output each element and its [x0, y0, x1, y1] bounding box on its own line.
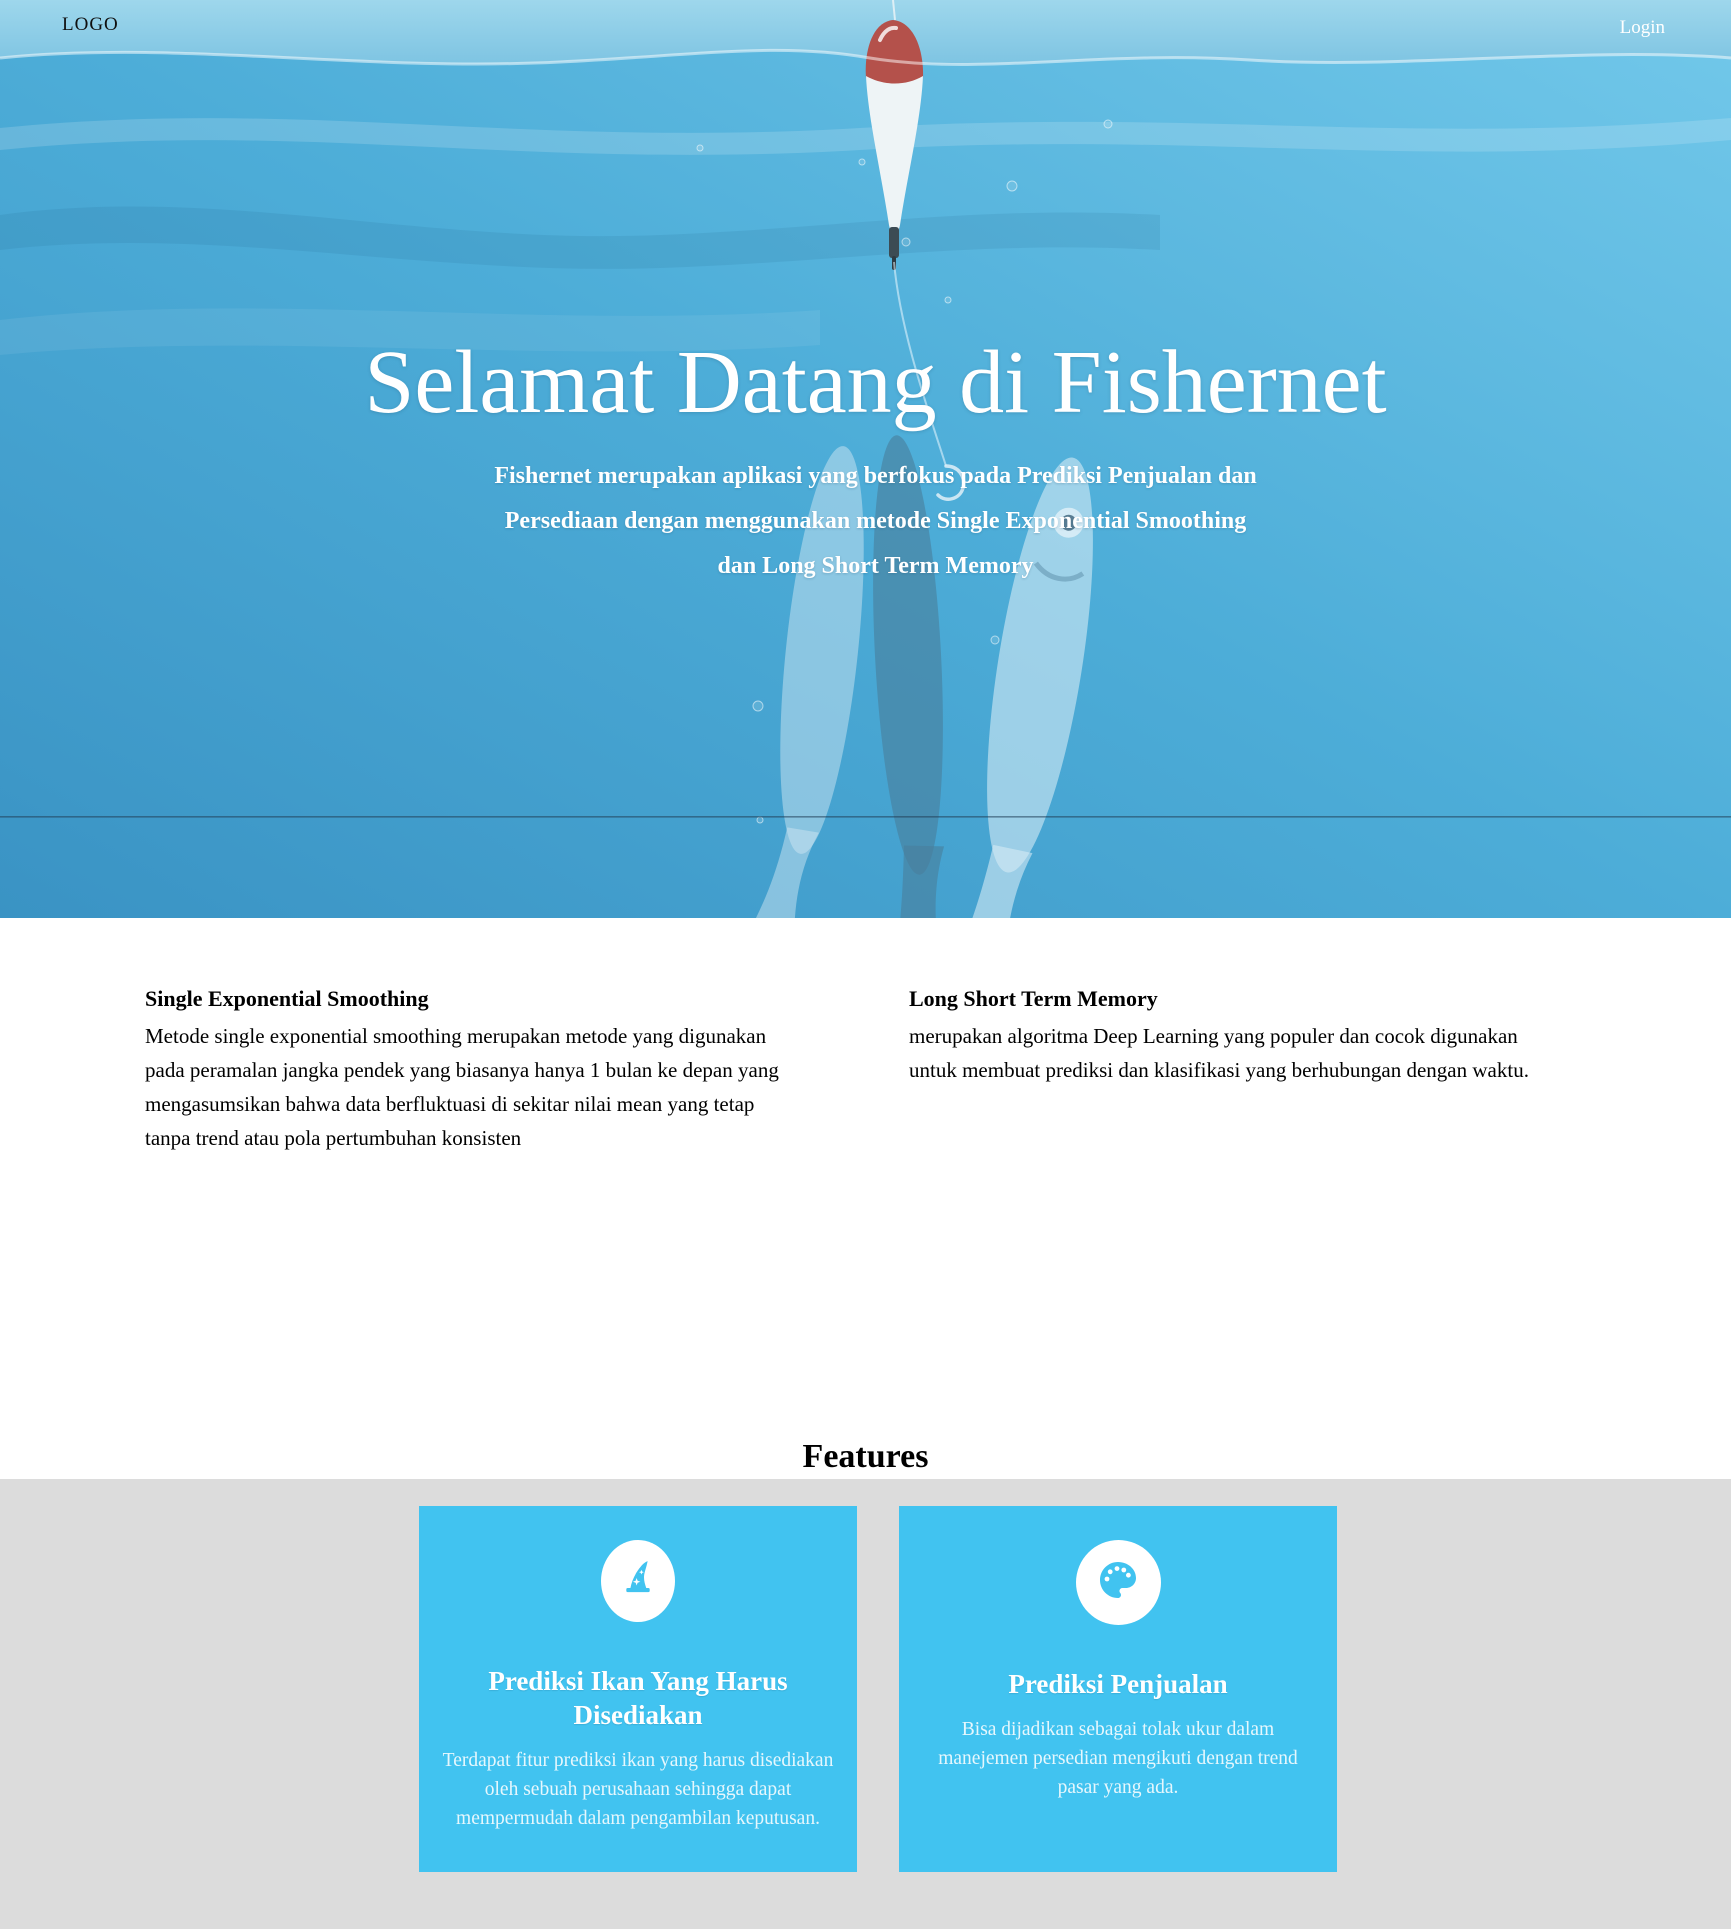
- hero-subtitle-line: Fishernet merupakan aplikasi yang berfokus pada Prediksi Penjualan dan: [494, 463, 1257, 490]
- feature-card-body: Terdapat fitur prediksi ikan yang harus disediakan oleh sebuah perusahaan sehingga dapat mempermudah dalam pengambilan keputusan.: [442, 1750, 834, 1829]
- methods-section: [0, 918, 1731, 1479]
- hero-subtitle: [10, 454, 1731, 589]
- feature-card-prediksi-ikan: [419, 1506, 857, 1872]
- login-link[interactable]: Login: [1619, 17, 1665, 38]
- hero-subtitle-line: Persediaan dengan menggunakan metode Single Exponential Smoothing: [504, 508, 1247, 535]
- feature-card-title: Prediksi Penjualan: [1008, 1669, 1228, 1699]
- wizard-hat-icon: [616, 1556, 660, 1607]
- features-section-background: [0, 1479, 1731, 1929]
- method-long-short-term-memory: [909, 986, 1529, 1087]
- feature-icon-badge: [601, 1540, 675, 1622]
- above-water-band: [0, 0, 1731, 65]
- method-description: merupakan algoritma Deep Learning yang populer dan cocok digunakan untuk membuat prediksi dan klasifikasi yang berhubungan dengan waktu.: [909, 1024, 1529, 1082]
- feature-icon-badge: [1076, 1540, 1161, 1625]
- palette-icon: [1094, 1556, 1142, 1609]
- hero-title: Selamat Datang di Fishernet: [364, 333, 1387, 432]
- feature-card-prediksi-penjualan: [899, 1506, 1337, 1872]
- logo[interactable]: LOGO: [62, 14, 119, 35]
- hero-section: [0, 0, 1731, 918]
- features-heading: Features: [802, 1438, 929, 1475]
- hero-divider-line: [0, 816, 1731, 818]
- method-single-exponential-smoothing: [145, 986, 805, 1155]
- feature-card-title: Prediksi Ikan Yang Harus Disediakan: [488, 1666, 788, 1730]
- hero-text-block: [10, 330, 1731, 589]
- hero-subtitle-line: dan Long Short Term Memory: [717, 553, 1034, 580]
- method-title: Long Short Term Memory: [909, 986, 1158, 1011]
- feature-card-body: Bisa dijadikan sebagai tolak ukur dalam manejemen persedian mengikuti dengan trend pasar yang ada.: [938, 1719, 1298, 1798]
- method-description: Metode single exponential smoothing merupakan metode yang digunakan pada peramalan jangka pendek yang biasanya hanya 1 bulan ke depan yang mengasumsikan bahwa data berfluktuasi di sekitar nilai mean yang tetap tanpa trend atau pola pertumbuhan konsisten: [145, 1024, 779, 1150]
- method-title: Single Exponential Smoothing: [145, 986, 429, 1011]
